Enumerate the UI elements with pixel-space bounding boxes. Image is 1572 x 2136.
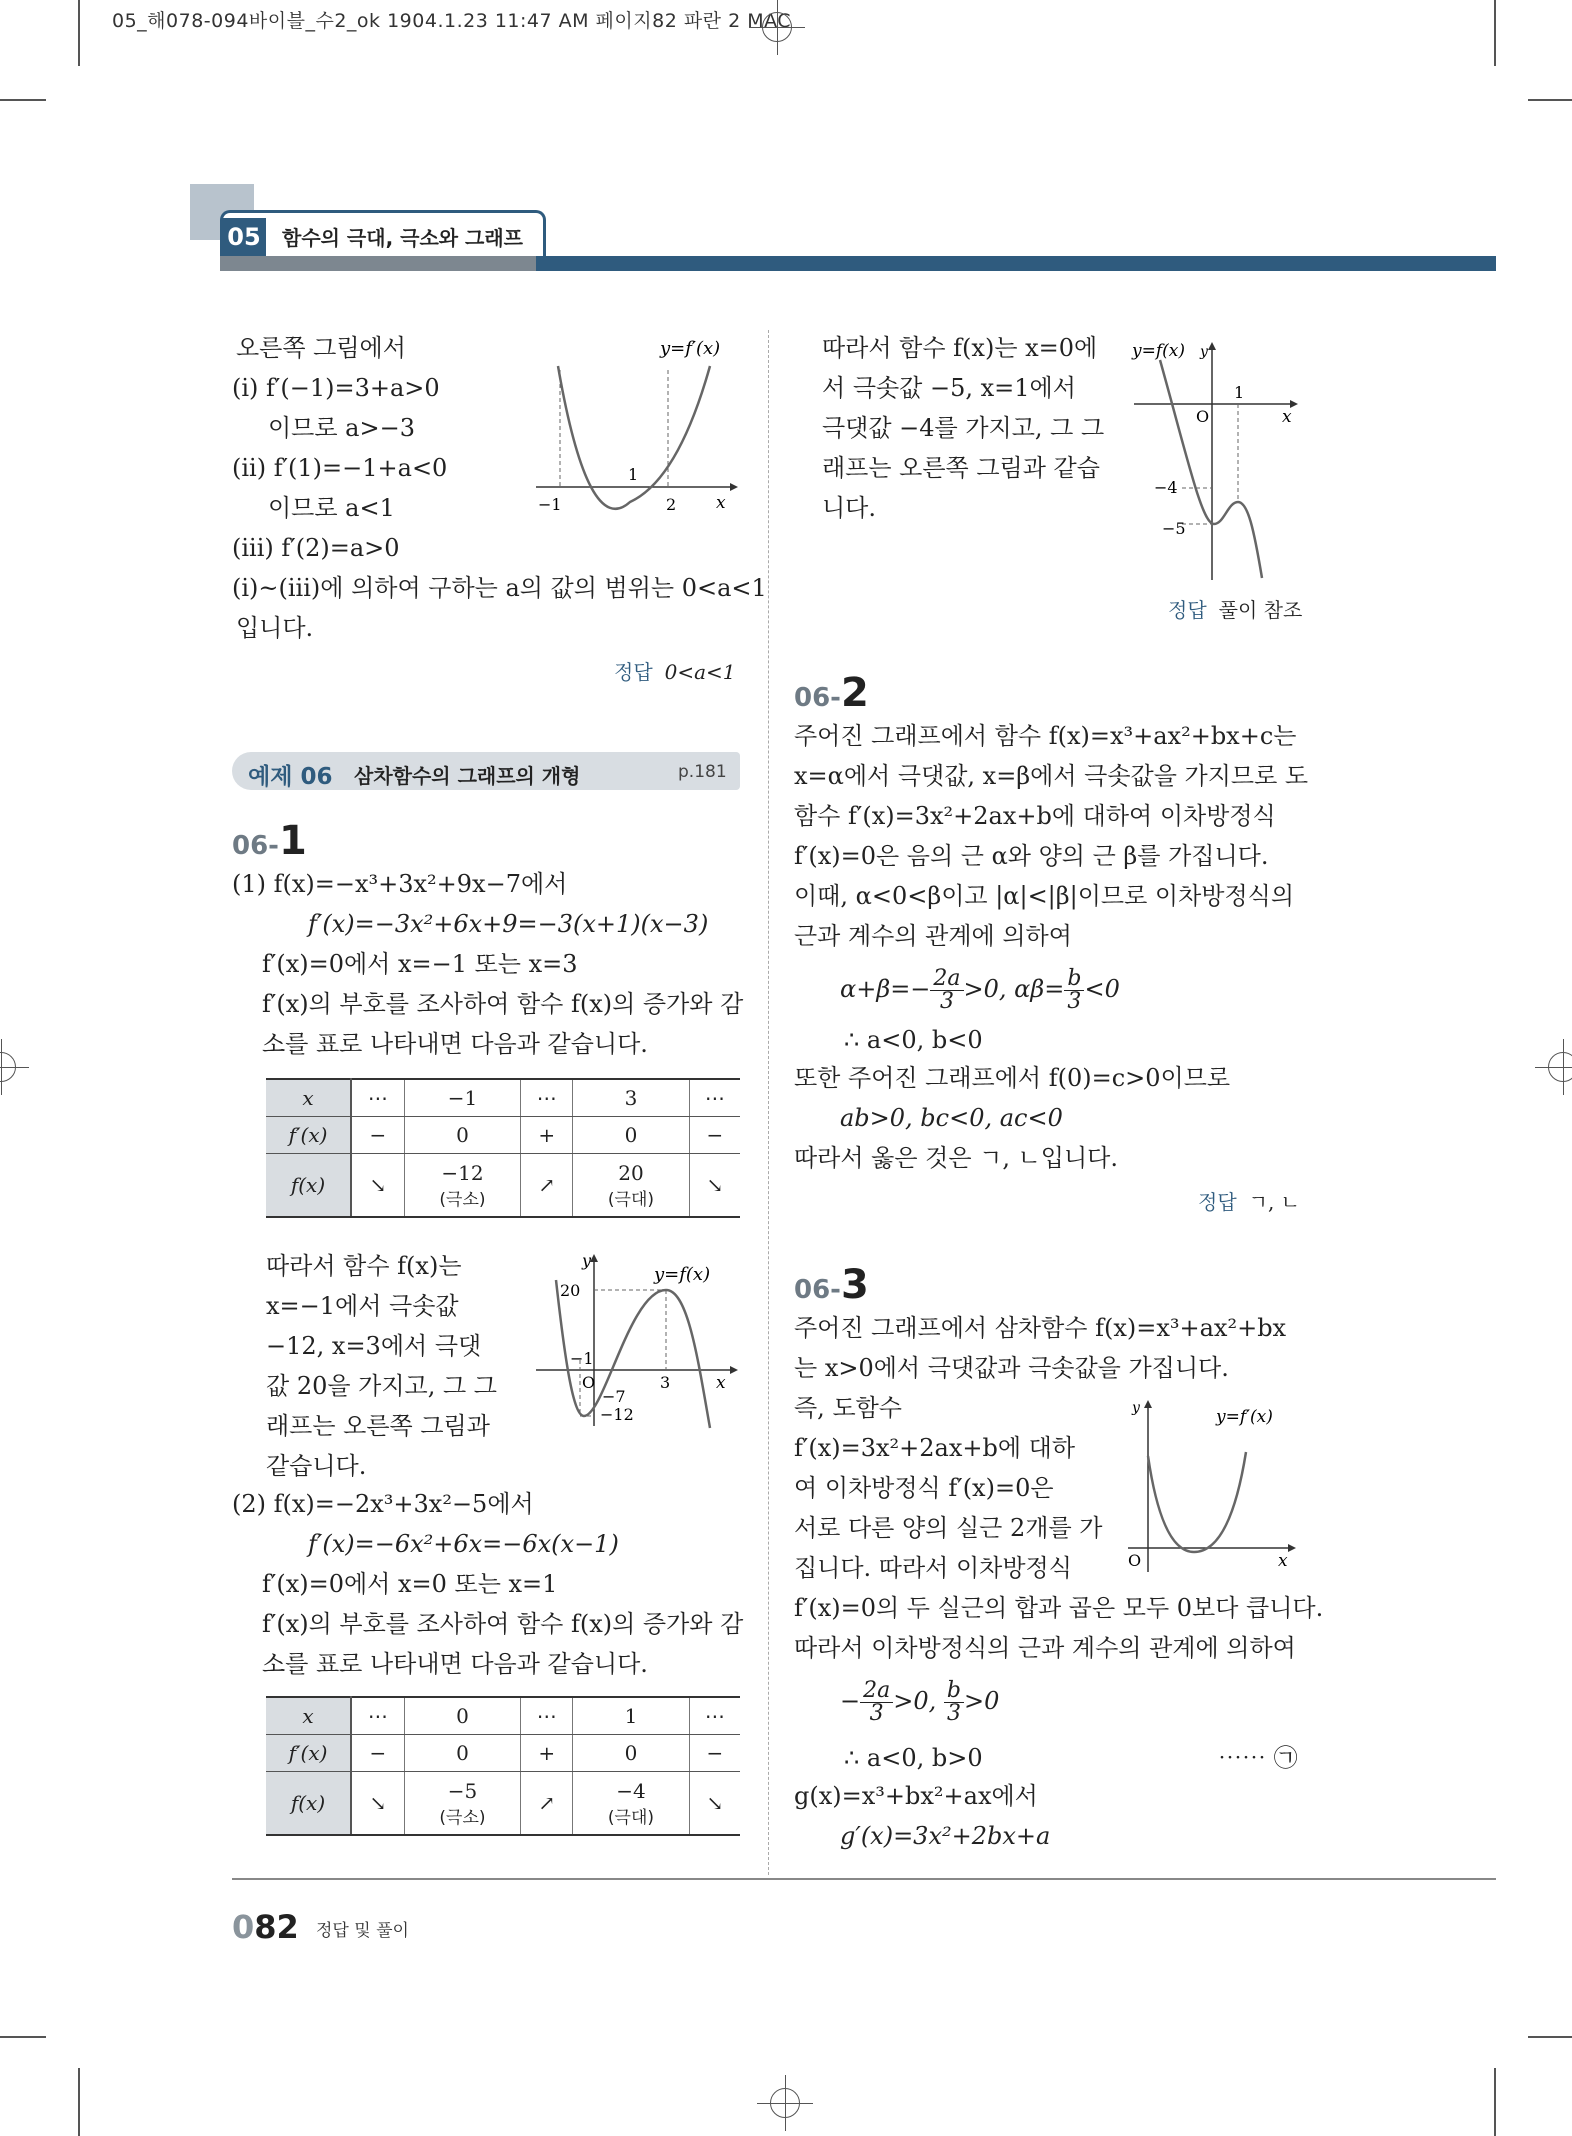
crop-mark xyxy=(78,0,80,66)
answer-label: 정답 xyxy=(1168,598,1207,622)
text-line: 주어진 그래프에서 함수 f(x)=x³+ax²+bx+c는 xyxy=(794,722,1297,750)
text-line: f′(x)=0에서 x=0 또는 x=1 xyxy=(262,1570,558,1598)
table-header-cell: f′(x) xyxy=(266,1735,351,1772)
text-line: 함수 f′(x)=3x²+2ax+b에 대하여 이차방정식 xyxy=(794,802,1276,830)
fraction-denominator: 3 xyxy=(939,989,954,1014)
fraction xyxy=(944,1680,964,1725)
text-line: ∴ a<0, b>0 xyxy=(844,1744,983,1772)
origin-label: O xyxy=(582,1373,596,1392)
equation-line: ab>0, bc<0, ac<0 xyxy=(840,1104,1063,1132)
text-line: 주어진 그래프에서 삼차함수 f(x)=x³+ax²+bx xyxy=(794,1314,1287,1342)
table-cell: + xyxy=(521,1117,573,1154)
registration-mark xyxy=(770,2088,800,2118)
equation-mark: ⋯⋯ ㉠ xyxy=(1218,1744,1298,1772)
cell-value: −12 xyxy=(441,1160,484,1185)
footer-text: 정답 및 풀이 xyxy=(316,1921,409,1941)
text-line: (1) f(x)=−x³+3x²+9x−7에서 xyxy=(232,870,568,898)
text-line: 극댓값 −4를 가지고, 그 그 xyxy=(822,414,1105,442)
table-cell xyxy=(573,1154,690,1218)
fraction-numerator: b xyxy=(944,1680,964,1703)
table-cell: 3 xyxy=(573,1079,690,1117)
tick-label: −5 xyxy=(1162,519,1186,538)
section-bar xyxy=(220,256,536,271)
crop-mark xyxy=(0,99,46,101)
cell-value: −5 xyxy=(447,1778,478,1803)
text-line: f′(x)의 부호를 조사하여 함수 f(x)의 증가와 감 xyxy=(262,990,744,1018)
cell-note: (극소) xyxy=(439,1189,486,1210)
table-header-cell: x xyxy=(266,1079,351,1117)
crop-mark xyxy=(1528,2036,1572,2038)
table-cell: ⋯ xyxy=(351,1079,404,1117)
text-line: 값 20을 가지고, 그 그 xyxy=(266,1372,497,1400)
answer-row xyxy=(1168,594,1302,623)
graph-label: y=f(x) xyxy=(654,1264,711,1285)
fraction-numerator: b xyxy=(1064,968,1084,991)
text-line: g(x)=x³+bx²+ax에서 xyxy=(794,1782,1038,1810)
text-line: f′(x)=3x²+2ax+b에 대하 xyxy=(794,1434,1076,1462)
arrow-down-icon: ↘ xyxy=(689,1772,740,1836)
text-line: 래프는 오른쪽 그림과 같습 xyxy=(822,454,1100,482)
table-row xyxy=(266,1154,740,1218)
axis-label: x xyxy=(716,1373,726,1393)
equation-part: <0 xyxy=(1084,975,1120,1003)
answer-value: ㄱ, ㄴ xyxy=(1248,1190,1300,1214)
table-cell: − xyxy=(351,1117,404,1154)
answer-value: 0<a<1 xyxy=(664,660,736,684)
crop-mark xyxy=(1494,0,1496,66)
text-line: x=α에서 극댓값, x=β에서 극솟값을 가지므로 도 xyxy=(794,762,1309,790)
cell-value: 20 xyxy=(618,1160,644,1185)
registration-mark xyxy=(1548,1052,1572,1082)
table-cell: − xyxy=(689,1735,740,1772)
origin-label: O xyxy=(1196,407,1210,426)
text-line: (i)~(iii)에 의하여 구하는 a의 값의 범위는 0<a<1 xyxy=(232,574,767,602)
table-row xyxy=(266,1079,740,1117)
footer-rule xyxy=(232,1878,1496,1880)
fraction xyxy=(860,1680,893,1725)
arrow-down-icon: ↘ xyxy=(689,1154,740,1218)
axis-label: x xyxy=(1282,407,1292,427)
text-line: 따라서 옳은 것은 ㄱ, ㄴ입니다. xyxy=(794,1144,1118,1172)
cell-value: −4 xyxy=(616,1778,646,1803)
equation-part: >0, αβ= xyxy=(963,975,1065,1003)
answer-label: 정답 xyxy=(614,660,653,684)
problem-number xyxy=(794,670,869,716)
registration-mark xyxy=(762,12,792,42)
arrow-down-icon: ↘ xyxy=(351,1772,404,1836)
table-row xyxy=(266,1735,740,1772)
page-number xyxy=(232,1908,299,1946)
text-line: 즉, 도함수 xyxy=(794,1394,902,1422)
arrow-down-icon: ↘ xyxy=(351,1154,404,1218)
table-cell xyxy=(404,1772,521,1836)
equation-line xyxy=(840,1676,999,1726)
text-line: 따라서 함수 f(x)는 x=0에 xyxy=(822,334,1098,362)
variation-table-2 xyxy=(266,1696,740,1836)
text-line: 집니다. 따라서 이차방정식 xyxy=(794,1554,1072,1582)
fraction-numerator: 2a xyxy=(860,1680,893,1703)
table-row xyxy=(266,1117,740,1154)
example-label: 예제 06 xyxy=(248,764,333,790)
cell-note: (극대) xyxy=(607,1807,655,1828)
equation-part: α+β=− xyxy=(840,975,931,1003)
table-cell: − xyxy=(351,1735,404,1772)
text-line: (i) f′(−1)=3+a>0 xyxy=(232,374,440,402)
answer-row xyxy=(1198,1186,1300,1215)
text-line: 따라서 이차방정식의 근과 계수의 관계에 의하여 xyxy=(794,1634,1296,1662)
text-line: 입니다. xyxy=(236,614,314,642)
example-page-ref: p.181 xyxy=(678,762,727,782)
text-line: f′(x)=0에서 x=−1 또는 x=3 xyxy=(262,950,578,978)
fraction-denominator: 3 xyxy=(869,1701,884,1726)
text-line: 서로 다른 양의 실근 2개를 가 xyxy=(794,1514,1103,1542)
text-line: 이므로 a<1 xyxy=(268,494,395,522)
equation-line: f′(x)=−3x²+6x+9=−3(x+1)(x−3) xyxy=(308,910,709,938)
table-row xyxy=(266,1697,740,1735)
graph-label: y=f(x) xyxy=(1132,341,1185,361)
tick-label: 1 xyxy=(1234,383,1245,402)
table-cell: − xyxy=(689,1117,740,1154)
text-line: 여 이차방정식 f′(x)=0은 xyxy=(794,1474,1054,1502)
axis-label: y xyxy=(1132,1400,1140,1416)
fraction-denominator: 3 xyxy=(946,1701,961,1726)
table-cell: 1 xyxy=(573,1697,690,1735)
text-line: (2) f(x)=−2x³+3x²−5에서 xyxy=(232,1490,534,1518)
cell-note: (극대) xyxy=(607,1189,655,1210)
text-line: 이므로 a>−3 xyxy=(268,414,415,442)
table-cell: ⋯ xyxy=(689,1079,740,1117)
page-number-main: 82 xyxy=(254,1908,299,1946)
example-title: 삼차함수의 그래프의 개형 xyxy=(354,764,581,788)
origin-label: O xyxy=(1128,1551,1142,1570)
equation-line: g′(x)=3x²+2bx+a xyxy=(840,1822,1051,1850)
problem-number xyxy=(794,1262,869,1308)
registration-mark xyxy=(0,1052,16,1082)
graph-derivative-parabola xyxy=(530,330,740,520)
answer-label: 정답 xyxy=(1198,1190,1237,1214)
problem-prefix: 06- xyxy=(232,831,279,861)
tick-label: 3 xyxy=(660,1373,671,1392)
axis-label: x xyxy=(716,493,726,513)
table-cell: + xyxy=(521,1735,573,1772)
problem-prefix: 06- xyxy=(794,1275,841,1305)
text-line: (iii) f′(2)=a>0 xyxy=(232,534,400,562)
text-line: f′(x)=0의 두 실근의 합과 곱은 모두 0보다 큽니다. xyxy=(794,1594,1324,1622)
table-row xyxy=(266,1772,740,1836)
table-header-cell: f(x) xyxy=(266,1154,351,1218)
axis-label: y xyxy=(582,1251,592,1270)
table-cell: 0 xyxy=(404,1735,521,1772)
column-divider xyxy=(768,330,769,1875)
table-cell: 0 xyxy=(404,1117,521,1154)
text-line: 소를 표로 나타내면 다음과 같습니다. xyxy=(262,1030,648,1058)
arrow-up-icon: ↗ xyxy=(521,1772,573,1836)
text-line: 래프는 오른쪽 그림과 xyxy=(266,1412,490,1440)
answer-value: 풀이 참조 xyxy=(1218,598,1303,622)
text-line: 는 x>0에서 극댓값과 극솟값을 가집니다. xyxy=(794,1354,1229,1382)
tick-label: 20 xyxy=(560,1281,581,1300)
text-line: x=−1에서 극솟값 xyxy=(266,1292,459,1320)
text-line: f′(x)의 부호를 조사하여 함수 f(x)의 증가와 감 xyxy=(262,1610,744,1638)
tick-label: 1 xyxy=(628,465,639,484)
table-cell xyxy=(573,1772,690,1836)
tick-label: −1 xyxy=(570,1349,594,1368)
text-line: ∴ a<0, b<0 xyxy=(844,1026,983,1054)
axis-label: x xyxy=(1278,1551,1288,1571)
crop-mark xyxy=(78,2068,80,2136)
crop-mark xyxy=(0,2036,46,2038)
text-line: 오른쪽 그림에서 xyxy=(236,334,406,362)
fraction-denominator: 3 xyxy=(1067,989,1082,1014)
fraction-numerator: 2a xyxy=(930,968,963,991)
tick-label: −7 xyxy=(602,1387,626,1406)
tick-label: 2 xyxy=(666,495,677,514)
graph-derivative-parabola-2 xyxy=(1122,1392,1302,1574)
text-line: 근과 계수의 관계에 의하여 xyxy=(794,922,1072,950)
table-header-cell: f(x) xyxy=(266,1772,351,1836)
cell-note: (극소) xyxy=(439,1807,486,1828)
text-line: f′(x)=0은 음의 근 α와 양의 근 β를 가집니다. xyxy=(794,842,1269,870)
text-line: 니다. xyxy=(822,494,876,522)
variation-table-1 xyxy=(266,1078,740,1218)
problem-number xyxy=(232,818,307,864)
problem-num: 2 xyxy=(840,670,869,716)
graph-label: y=f′(x) xyxy=(660,338,721,359)
equation-part: >0, xyxy=(893,1687,937,1715)
table-cell: 0 xyxy=(573,1117,690,1154)
fraction xyxy=(930,968,963,1013)
text-line: (ii) f′(1)=−1+a<0 xyxy=(232,454,448,482)
text-line: 같습니다. xyxy=(266,1452,367,1480)
arrow-up-icon: ↗ xyxy=(521,1154,573,1218)
section-number: 05 xyxy=(222,218,266,256)
equation-line xyxy=(840,964,1120,1014)
text-line: 소를 표로 나타내면 다음과 같습니다. xyxy=(262,1650,648,1678)
text-line: 서 극솟값 −5, x=1에서 xyxy=(822,374,1076,402)
table-cell: ⋯ xyxy=(351,1697,404,1735)
tick-label: −12 xyxy=(600,1405,634,1424)
table-cell xyxy=(404,1154,521,1218)
text-line: 이때, α<0<β이고 |α|<|β|이므로 이차방정식의 xyxy=(794,882,1295,910)
table-cell: ⋯ xyxy=(521,1697,573,1735)
graph-cubic-2 xyxy=(1124,330,1300,584)
table-header-cell: x xyxy=(266,1697,351,1735)
page-number-prefix: 0 xyxy=(232,1908,255,1946)
fraction xyxy=(1064,968,1084,1013)
section-bar xyxy=(536,256,1496,271)
section-title: 함수의 극대, 극소와 그래프 xyxy=(282,226,524,250)
crop-mark xyxy=(1494,2068,1496,2136)
text-line: 또한 주어진 그래프에서 f(0)=c>0이므로 xyxy=(794,1064,1231,1092)
text-line: 따라서 함수 f(x)는 xyxy=(266,1252,462,1280)
tick-label: −4 xyxy=(1154,478,1178,497)
text-line: −12, x=3에서 극댓 xyxy=(266,1332,482,1360)
problem-prefix: 06- xyxy=(794,683,841,713)
table-header-cell: f′(x) xyxy=(266,1117,351,1154)
table-cell: −1 xyxy=(404,1079,521,1117)
equation-part: − xyxy=(840,1687,861,1715)
graph-cubic-1 xyxy=(530,1250,742,1430)
table-cell: ⋯ xyxy=(521,1079,573,1117)
tick-label: −1 xyxy=(538,495,562,514)
graph-label: y=f′(x) xyxy=(1216,1407,1273,1427)
axis-label: y xyxy=(1200,344,1208,360)
problem-num: 3 xyxy=(840,1262,869,1308)
table-cell: 0 xyxy=(404,1697,521,1735)
equation-part: >0 xyxy=(963,1687,1000,1715)
equation-line: f′(x)=−6x²+6x=−6x(x−1) xyxy=(308,1530,619,1558)
answer-row xyxy=(614,656,736,685)
problem-num: 1 xyxy=(278,818,307,864)
table-cell: ⋯ xyxy=(689,1697,740,1735)
table-cell: 0 xyxy=(573,1735,690,1772)
crop-mark xyxy=(1528,99,1572,101)
print-header: 05_해078-094바이블_수2_ok 1904.1.23 11:47 AM 페이지82 파란 2 MAC xyxy=(112,10,792,32)
